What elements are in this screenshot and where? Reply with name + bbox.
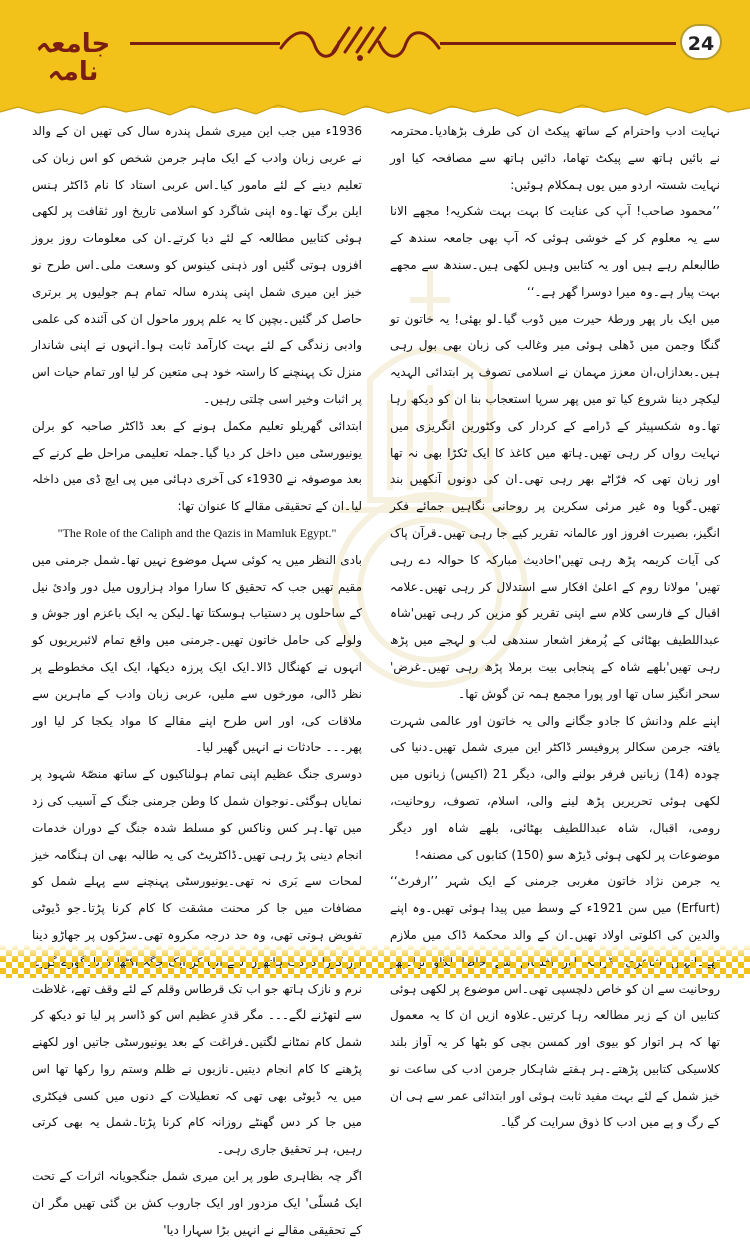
paragraph: ابتدائی گھریلو تعلیم مکمل ہونے کے بعد ڈاکٹر صاحبہ کو برلن یونیورسٹی میں داخل کر دیا گیا۔جملہ تعلیمی مراحل طے کرنے کے بعد موصوفہ نے 1930ء کی آخری دہائی میں پی ایچ ڈی میں داخلہ لیا۔ان کے تحقیقی مقالے کا عنوان تھا: (32, 418, 362, 514)
paragraph: اپنے علم ودانش کا جادو جگانے والی یہ خاتون اور عالمی شہرت یافتہ جرمن سکالر پروفیسر ڈاکٹر این میری شمل تھیں۔دنیا کی چودہ (14) زبانیں فرفر بولنے والی، دیگر 21 (اکیس) زبانوں میں لکھی ہوئی تحریریں پڑھ لینے والی، اسلام، تصوف، روحانیت، رومی، اقبال، شاہ عبداللطیف بھٹائی، بلھے شاہ اور دیگر موضوعات پر لکھی ہوئی ڈیڑھ سو (150) کتابوں کی مصنفہ! (390, 713, 720, 862)
paragraph: نہایت ادب واحترام کے ساتھ پیکٹ ان کی طرف بڑھادیا۔محترمہ نے بائیں ہاتھ سے پیکٹ تھاما، دائیں ہاتھ سے مصافحہ کیا اور نہایت شستہ اردو میں یوں ہمکلام ہوئیں: (390, 124, 720, 192)
page-number: 24 (680, 24, 722, 60)
paragraph: 1936ء میں جب این میری شمل پندرہ سال کی تھیں ان کے والد نے عربی زبان وادب کے ایک ماہر جرمن شخص کو اس زبان کی تعلیم دینے کے لئے مامور کیا۔اس عربی استاد کا نام ڈاکٹر ہنس ایلن برگ تھا۔وہ اپنی شاگرد کو اسلامی تاریخ اور ثقافت پر لکھی ہوئی کتابیں مطالعہ کے لئے دیا کرتے۔ان کی معلومات روز بروز افزوں ہوتی گئیں اور ذہنی کینوس کو وسعت ملی۔اس طرح نو خیز این میری شمل اپنی پندرہ سالہ تمام ہم جولیوں پر برتری حاصل کر گئیں۔بچپن کا یہ علم پرور ماحول ان کی آئندہ کی علمی وادبی زندگی کے لئے بہت کارآمد ثابت ہوا۔انہوں نے اپنی شاندار منزل تک پہنچنے کا راستہ خود ہی متعین کر لیا اور تمام حیات اس پر اثبات وخیر اسی چلتی رہیں۔ (32, 124, 362, 406)
masthead-title: جامعہ نامہ (35, 29, 111, 87)
checkered-footer-pattern (0, 944, 750, 978)
masthead-rule-right (440, 42, 676, 45)
paragraph: اگر چہ بظاہری طور پر این میری شمل جنگجویانہ اثرات کے تحت ایک مُسلّی' ایک مزدور اور ایک جاروب کش بن گئی تھیں مگر ان کے تحقیقی مقالے نے انہیں بڑا سہارا دیا' (32, 1169, 362, 1237)
paragraph: دوسری جنگ عظیم اپنی تمام ہولناکیوں کے ساتھ منصّۂ شہود پر نمایاں ہوگئی۔نوجوان شمل کا وطن جرمنی جنگ کے آسیب کی زد میں تھا۔ہر کس وناکس کو مسلط شدہ جنگ کے دوران خدمات انجام دینی پڑ رہی تھیں۔ڈاکٹریٹ کی یہ طالبہ بھی ان ہنگامہ خیز لمحات سے بَری نہ تھی۔یونیورسٹی پہنچنے سے پہلے شمل کو مضافات میں جا کر محنت مشقت کا کام کرنا پڑتا۔جو ڈیوٹی تفویض ہوتی تھی، وہ حد درجہ مکروہ تھی۔سڑکوں پر جھاڑو دینا نرم و نازک ہاتھ جو اب تک قرطاس وقلم کے لئے وقف تھے، غلاظت سے لتھڑنے لگے۔۔۔ مگر قدرِ عظیم اس کو ڈاسر پر لیا تو دیکھ کر شمل کام نمٹانے لگتیں۔فراغت کے بعد یونیورسٹی جاتیں اور لکھنے پڑھنے کا کام انجام دیتیں۔نازیوں نے ظلم وستم روا رکھا تھا اس میں یہ ڈیوٹی بھی تھی کہ تعطیلات کے دنوں میں کسی فیکٹری میں جا کر دس گھنٹے روزانہ کام کرنا پڑتا۔شمل یہ بھی کرتی رہیں، ہر تحقیق جاری رہی۔ (32, 767, 362, 1157)
paragraph: میں ایک بار پھر ورطۂ حیرت میں ڈوب گیا۔لو بھئی! یہ خاتون تو گنگا وجمن میں ڈھلی ہوئی میر وغالب کی زبان بھی بول رہی ہیں۔بعدازاں،ان معزز مہمان نے اسلامی تصوف پر ابتدائی الہدیہ لیکچر دینا شروع کیا تو میں پھر سرپا استعجاب بنا ان کو دیکھ رہا تھا۔وہ شکسپیئر کے ڈرامے کے کردار کی وکٹورین انگریزی میں نہایت رواں کر رہی تھیں۔ہاتھ میں کاغذ کا ایک ٹکڑا بھی نہ تھا اور زبان تھی کہ فرّاٹے بھر رہی تھی۔ان کی دونوں آنکھیں بند تھیں۔گویا وہ غیر مرئی سکرین پر روحانی نگاہیں جمائے فکر انگیز، بصیرت افروز اور عالمانہ تقریر کیے جا رہی تھیں۔قرآن پاک کی آیات کریمہ پڑھ رہی تھیں'احادیث مبارکہ کا حوالہ دے رہی تھیں' مولانا روم کے اعلیٰ افکار سے استدلال کر رہی تھیں۔علامہ اقبال کے فارسی کلام سے اپنی تقریر کو مزین کر رہی تھیں'شاہ عبداللطیف بھٹائی کے پُرمغز اشعار سندھی لب و لہجے میں پڑھ رہی تھیں'بلھے شاہ کے پنجابی بیت برملا پڑھ رہی تھیں۔غرض' سحر انگیز ساں تھا اور پورا مجمع ہمہ تن گوش تھا۔ (390, 311, 720, 701)
paragraph: یہ جرمن نژاد خاتون مغربی جرمنی کے ایک شہر ’’ارفرٹ‘‘ (Erfurt) میں سن 1921ء کے وسط میں پیدا ہوئی تھیں۔وہ اپنے والدین کی اکلوتی اولاد تھیں۔ان کے والد محکمۂ ڈاک میں ملازم روحانیت سے ان کو خاص دلچسپی تھی۔اس موضوع پر لکھی ہوئی کتابیں ان کے زیر مطالعہ رہا کرتیں۔علاوہ ازیں ان کا یہ معمول تھا کہ ہر اتوار کو بیوی اور کمسن بچی کو بٹھا کر یہ آواز بلند کلاسیکی کتابیں پڑھتے۔ہر ہفتے شاہکار جرمن ادب کی ساعت نو خیز شمل کے لئے بہت مفید ثابت ہوئی اور ابتدائی عمر سے ہی ان کے رگ و پے میں ادب کا ذوق سرایت کر گیا۔ (390, 874, 720, 1130)
masthead-rule-left (130, 42, 280, 45)
calligraphy-ornament-icon (275, 18, 445, 66)
article-column-right (390, 118, 720, 1130)
paragraph: ’’محمود صاحب! آپ کی عنایت کا بہت بہت شکریہ! مجھے الانا سے یہ معلوم کر کے خوشی ہوئی کہ آپ بھی جامعہ سندھ کے طالبعلم رہے ہیں اور یہ کتابیں وہیں لکھی ہیں۔سندھ سے مجھے بہت پیار ہے۔وہ میرا دوسرا گھر ہے۔‘‘ (390, 204, 720, 299)
paragraph: بادی النظر میں یہ کوئی سہل موضوع نہیں تھا۔شمل جرمنی میں مقیم تھیں جب کہ تحقیق کا سارا مواد ہزاروں میل دور وادیٔ نیل کے ساحلوں پر دستیاب ہوسکتا تھا۔لیکن یہ ایک باعزم اور جوش و ولولے کی حامل خاتون تھیں۔جرمنی میں واقع تمام لائبریریوں کو انہوں نے کھنگال ڈالا۔ایک ایک پرزہ دیکھا، ایک ایک مخطوطے پر نظر ڈالی، مورخوں سے ملیں، عربی زبان وادب کے ماہرین سے ملاقات کی، اور اس طرح اپنے مقالے کا مواد یکجا کر لیا اور پھر۔۔۔ حادثات نے انہیں گھیر لیا۔ (32, 552, 362, 755)
torn-paper-edge (0, 82, 750, 122)
thesis-title-quote: "The Role of the Caliph and the Qazis in Mamluk Egypt." (57, 525, 337, 540)
article-column-left (32, 118, 362, 1237)
